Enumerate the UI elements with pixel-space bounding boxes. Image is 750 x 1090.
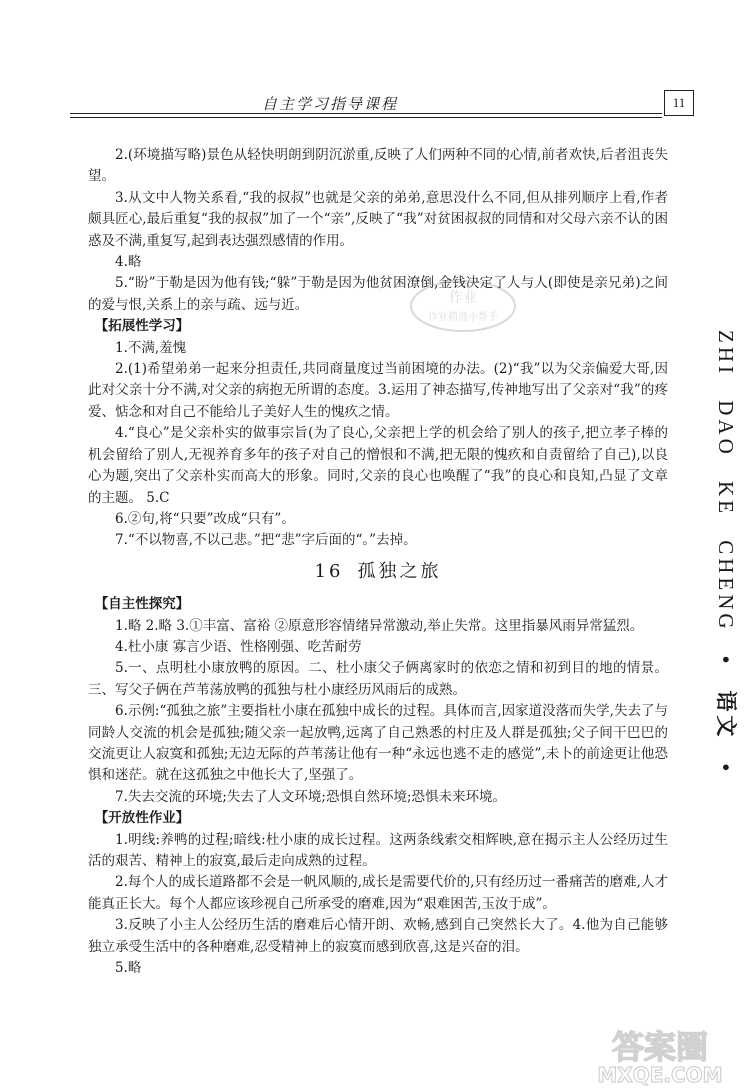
chapter-name: 孤独之旅: [357, 560, 442, 582]
section-heading: 【自主性探究】: [94, 596, 190, 613]
answer-paragraph: 5.“盼”于勒是因为他有钱;“躲”于勒是因为他贫困潦倒,金钱决定了人与人(即使是亲兄弟)之间的爱与恨,关系上的亲与疏、远与近。: [88, 275, 668, 313]
section-heading: 【开放性作业】: [94, 810, 190, 827]
answer-paragraph: 1.明线:养鸭的过程;暗线:杜小康的成长过程。这两条线索交相辉映,意在揭示主人公经历过生活的艰苦、精神上的寂寞,最后走向成熟的过程。: [88, 831, 668, 869]
answer-paragraph: 7.“不以物喜,不以己悲。”把“悲”字后面的“。”去掉。: [115, 532, 417, 549]
header-rule: [70, 117, 662, 118]
answer-paragraph: 6.示例:“孤独之旅”主要指杜小康在孤独中成长的过程。具体而言,因家道没落而失学,失去了与同龄人交流的机会是孤独;随父亲一起放鸭,远离了自己熟悉的村庄及人群是孤独;父子间干巴巴的交流更让人寂寞和孤独;无边无际的芦苇荡让他有一种“永远也逃不走的感觉”,未卜的前途更让他恐惧和迷茫。就在这孤独之中他长大了,坚强了。: [88, 703, 668, 784]
answer-paragraph: 5.一、点明杜小康放鸭的原因。二、杜小康父子俩离家时的依恋之情和初到目的地的情景。三、写父子俩在芦苇荡放鸭的孤独与杜小康经历风雨后的成熟。: [88, 660, 668, 698]
answer-paragraph: 2.(1)希望弟弟一起来分担责任,共同商量度过当前困境的办法。(2)“我”以为父亲偏爱大哥,因此对父亲十分不满,对父亲的病抱无所谓的态度。3.运用了神态描写,传神地写出了父亲对“我”的疼爱、惦念和对自己不能给儿子美好人生的愧疚之情。: [88, 361, 668, 420]
side-title-marks: • 语文 •: [714, 655, 738, 776]
side-title-text: ZHI DAO KE CHENG: [714, 330, 738, 633]
answer-paragraph: 1.不满,羞愧: [115, 339, 187, 356]
section-heading: 【拓展性学习】: [94, 318, 190, 335]
chapter-title: [88, 561, 668, 582]
watermark-stamp-bottom-text: 作业精选小帮手: [428, 312, 498, 323]
answer-paragraph: 3.从文中人物关系看,“我的叔叔”也就是父亲的弟弟,意思没什么不同,但从排列顺序上看,作者颇具匠心,最后重复“我的叔叔”加了一个“亲”,反映了“我”对贫困叔叔的同情和对父母六亲不认的困惑及不满,重复写,起到表达强烈感情的作用。: [88, 189, 668, 249]
header-rule: [70, 113, 662, 114]
answer-paragraph: 4.略: [115, 254, 142, 271]
watermark-stamp-logo: [408, 278, 518, 334]
main-content: [88, 145, 668, 979]
watermark-corner-logo: [575, 1022, 745, 1088]
answer-paragraph: 1.略 2.略 3.①丰富、富裕 ②原意形容情绪异常激动,举止失常。这里指暴风雨异常猛烈。: [115, 617, 644, 634]
page-number: 11: [664, 90, 694, 116]
running-header-title: 自主学习指导课程: [261, 95, 398, 113]
answer-paragraph: 7.失去交流的环境;失去了人文环境;恐惧自然环境;恐惧未来环境。: [115, 788, 507, 805]
watermark-corner-top-text: 答案圈: [611, 1028, 709, 1066]
watermark-corner-bottom-text: MXQE.COM: [597, 1063, 723, 1087]
answer-paragraph: 2.每个人的成长道路都不会是一帆风顺的,成长是需要代价的,只有经历过一番痛苦的磨难,人才能真正长大。每个人都应该珍视自己所承受的磨难,因为“艰难困苦,玉汝于成”。: [88, 874, 668, 912]
answer-paragraph: 5.略: [115, 960, 142, 977]
answer-paragraph: 2.(环境描写略)景色从轻快明朗到阴沉淤重,反映了人们两种不同的心情,前者欢快,后者沮丧失望。: [88, 147, 668, 185]
answer-paragraph: 6.②句,将“只要”改成“只有”。: [115, 510, 295, 527]
answer-paragraph: 4.杜小康 寡言少语、性格刚强、吃苦耐劳: [115, 638, 362, 655]
watermark-stamp-top-text: 作业: [449, 290, 477, 306]
answer-paragraph: 3.反映了小主人公经历生活的磨难后心情开朗、欢畅,感到自己突然长大了。4.他为自己能够独立承受生活中的各种磨难,忍受精神上的寂寞而感到欣喜,这是兴奋的泪。: [88, 917, 668, 955]
side-running-title: [682, 330, 742, 775]
answer-paragraph: 4.“良心”是父亲朴实的做事宗旨(为了良心,父亲把上学的机会给了别人的孩子,把立孝子棒的机会留给了别人,无视养育多年的孩子对自己的憎恨和不满,把无限的愧疚和自责留给了自己),以良心为题,突出了父亲朴实而高大的形象。同时,父亲的良心也唤醒了“我”的良心和良知,凸显了文章的主题。 5.C: [88, 425, 668, 506]
chapter-number: 16: [314, 560, 344, 582]
